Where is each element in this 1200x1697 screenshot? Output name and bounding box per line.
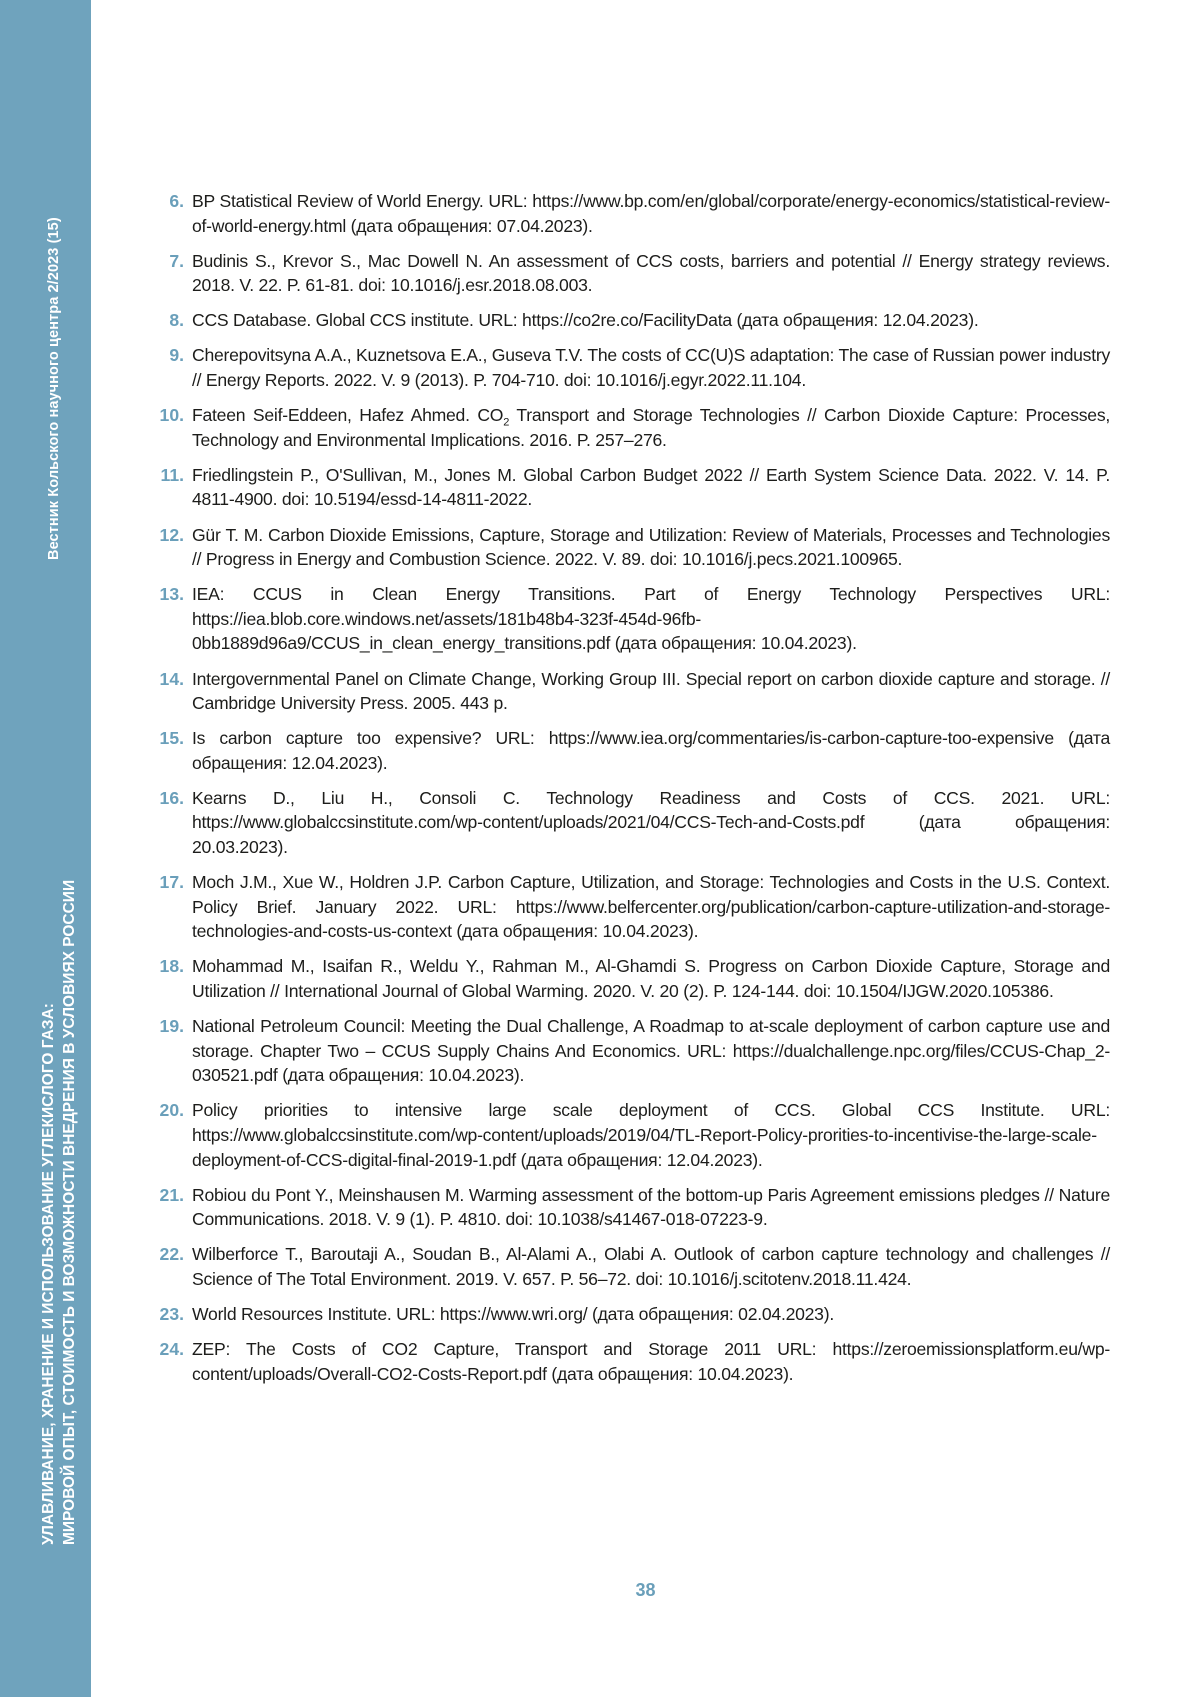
reference-text: Budinis S., Krevor S., Mac Dowell N. An assessment of CCS costs, barriers and potential // Energy strategy reviews. 2018. V. 22. P. 61-81. doi: 10.1016/j.esr.2018.08.003. — [192, 250, 1110, 296]
reference-text: Gür T. M. Carbon Dioxide Emissions, Capture, Storage and Utilization: Review of Materials, Processes and Technologies // Progress in Energy and Combustion Science. 2022. V. 89. doi: 10.1016/j.pecs.2021.100965. — [192, 524, 1110, 570]
reference-item — [158, 1183, 1110, 1232]
reference-text: Mohammad M., Isaifan R., Weldu Y., Rahman M., Al-Ghamdi S. Progress on Carbon Dioxide Capture, Storage and Utilization // International Journal of Global Warming. 2020. V. 20 (2). P. 124-144. doi: 10.1504/IJGW.2020.105386. — [192, 956, 1110, 1002]
reference-item — [158, 463, 1110, 512]
reference-item — [158, 189, 1110, 238]
journal-title: Вестник Кольского научного центра 2/2023 (15) — [46, 217, 62, 560]
reference-item — [158, 582, 1110, 656]
reference-text: Is carbon capture too expensive? URL: https://www.iea.org/commentaries/is-carbon-capture-too-expensive (дата обращения: 12.04.2023). — [192, 728, 1110, 773]
reference-text: BP Statistical Review of World Energy. URL: https://www.bp.com/en/global/corporate/energy-economics/statistical-review-of-world-energy.html (дата обращения: 07.04.2023). — [192, 191, 1110, 236]
reference-text: Moch J.M., Xue W., Holdren J.P. Carbon Capture, Utilization, and Storage: Technologies and Costs in the U.S. Context. Policy Brief. January 2022. URL: https://www.belfercenter.org/publication/carbon-capture-utilization-and-storage-technologies-and-costs-us-context (дата обращения: 10.04.2023). — [192, 872, 1110, 942]
reference-item — [158, 308, 1110, 333]
reference-number: 17. — [159, 872, 184, 893]
reference-item — [158, 726, 1110, 775]
reference-number: 6. — [169, 191, 184, 211]
reference-text-before: Fateen Seif-Eddeen, Hafez Ahmed. CO — [192, 405, 504, 426]
reference-number: 9. — [169, 345, 184, 366]
reference-item — [158, 786, 1110, 860]
reference-number: 10. — [159, 405, 184, 426]
reference-item — [158, 403, 1110, 452]
reference-number: 12. — [159, 524, 184, 545]
reference-text — [192, 405, 1110, 450]
reference-item — [158, 343, 1110, 392]
section-title — [38, 880, 80, 1545]
reference-item — [158, 249, 1110, 298]
reference-item — [158, 1337, 1110, 1386]
reference-text-after: Transport and Storage Technologies // Carbon Dioxide Capture: Processes, Technology and Environmental Implications. 2016. P. 257–276. — [192, 405, 1111, 450]
reference-text: Robiou du Pont Y., Meinshausen M. Warming assessment of the bottom-up Paris Agreement emissions pledges // Nature Communications. 2018. V. 9 (1). P. 4810. doi: 10.1038/s41467-018-07223-9. — [192, 1184, 1110, 1230]
reference-number: 23. — [159, 1304, 184, 1325]
reference-text: Intergovernmental Panel on Climate Change, Working Group III. Special report on carbon dioxide capture and storage. // Cambridge University Press. 2005. 443 p. — [192, 668, 1110, 714]
reference-text: Friedlingstein P., O'Sullivan, M., Jones M. Global Carbon Budget 2022 // Earth System Science Data. 2022. V. 14. P. 4811-4900. doi: 10.5194/essd-14-4811-2022. — [192, 464, 1110, 510]
reference-number: 8. — [169, 310, 184, 331]
reference-number: 18. — [159, 956, 184, 977]
reference-text: World Resources Institute. URL: https://www.wri.org/ (дата обращения: 02.04.2023). — [192, 1304, 834, 1325]
reference-number: 22. — [159, 1244, 184, 1265]
reference-item — [158, 667, 1110, 716]
reference-text: Cherepovitsyna A.A., Kuznetsova E.A., Guseva T.V. The costs of CC(U)S adaptation: The case of Russian power industry // Energy Reports. 2022. V. 9 (2013). P. 704-710. doi: 10.1016/j.egyr.2022.11.104. — [192, 345, 1110, 391]
reference-number: 16. — [159, 787, 184, 808]
reference-list — [158, 189, 1110, 1397]
sidebar — [0, 0, 91, 1697]
section-title-line-2: МИРОВОЙ ОПЫТ, СТОИМОСТЬ И ВОЗМОЖНОСТИ ВНЕДРЕНИЯ В УСЛОВИЯХ РОССИИ — [61, 879, 78, 1545]
reference-item — [158, 523, 1110, 572]
reference-number: 24. — [159, 1339, 184, 1360]
reference-number: 13. — [159, 584, 184, 605]
reference-item — [158, 1014, 1110, 1088]
page-number: 38 — [635, 1580, 656, 1600]
reference-item — [158, 1302, 1110, 1327]
reference-number: 15. — [159, 728, 184, 749]
reference-number: 19. — [159, 1016, 184, 1037]
reference-number: 14. — [159, 668, 184, 689]
reference-item — [158, 1242, 1110, 1291]
reference-number: 11. — [160, 464, 184, 485]
reference-number: 21. — [159, 1184, 184, 1205]
reference-text: Policy priorities to intensive large scale deployment of CCS. Global CCS Institute. URL: https://www.globalccsinstitute.com/wp-content/uploads/2019/04/TL-Report-Policy-prorities-to-incentivise-the-large-scale-deployment-of-CCS-digital-final-2019-1.pdf (дата обращения: 12.04.2023). — [192, 1100, 1110, 1170]
reference-item — [158, 954, 1110, 1003]
reference-item — [158, 1098, 1110, 1172]
section-title-line-1: УЛАВЛИВАНИЕ, ХРАНЕНИЕ И ИСПОЛЬЗОВАНИЕ УГЛЕКИСЛОГО ГАЗА: — [40, 1003, 57, 1545]
reference-text: Wilberforce T., Baroutaji A., Soudan B., Al-Alami A., Olabi A. Outlook of carbon capture technology and challenges // Science of The Total Environment. 2019. V. 657. P. 56–72. doi: 10.1016/j.scitotenv.2018.11.424. — [192, 1244, 1110, 1289]
reference-number: 7. — [169, 250, 184, 271]
reference-text: IEA: CCUS in Clean Energy Transitions. Part of Energy Technology Perspectives URL: https://iea.blob.core.windows.net/assets/181b48b4-323f-454d-96fb-0bb1889d96a9/CCUS_in_clean_energy_transitions.pdf (дата обращения: 10.04.2023). — [192, 584, 1110, 654]
reference-text: ZEP: The Costs of CO2 Capture, Transport and Storage 2011 URL: https://zeroemissionsplatform.eu/wp-content/uploads/Overall-CO2-Costs-Report.pdf (дата обращения: 10.04.2023). — [192, 1339, 1110, 1384]
reference-text: Kearns D., Liu H., Consoli C. Technology Readiness and Costs of CCS. 2021. URL: https://www.globalccsinstitute.com/wp-content/uploads/2021/04/CCS-Tech-and-Costs.pdf (дата обращения: 20.03.2023). — [192, 787, 1110, 858]
reference-item — [158, 870, 1110, 944]
reference-number: 20. — [159, 1100, 184, 1121]
reference-text: National Petroleum Council: Meeting the Dual Challenge, A Roadmap to at-scale deployment of carbon capture use and storage. Chapter Two – CCUS Supply Chains And Economics. URL: https://dualchallenge.npc.org/files/CCUS-Chap_2-030521.pdf (дата обращения: 10.04.2023). — [192, 1016, 1110, 1086]
reference-text: CCS Database. Global CCS institute. URL: https://co2re.co/FacilityData (дата обращения: 12.04.2023). — [192, 310, 979, 331]
subscript-2: 2 — [503, 416, 510, 429]
